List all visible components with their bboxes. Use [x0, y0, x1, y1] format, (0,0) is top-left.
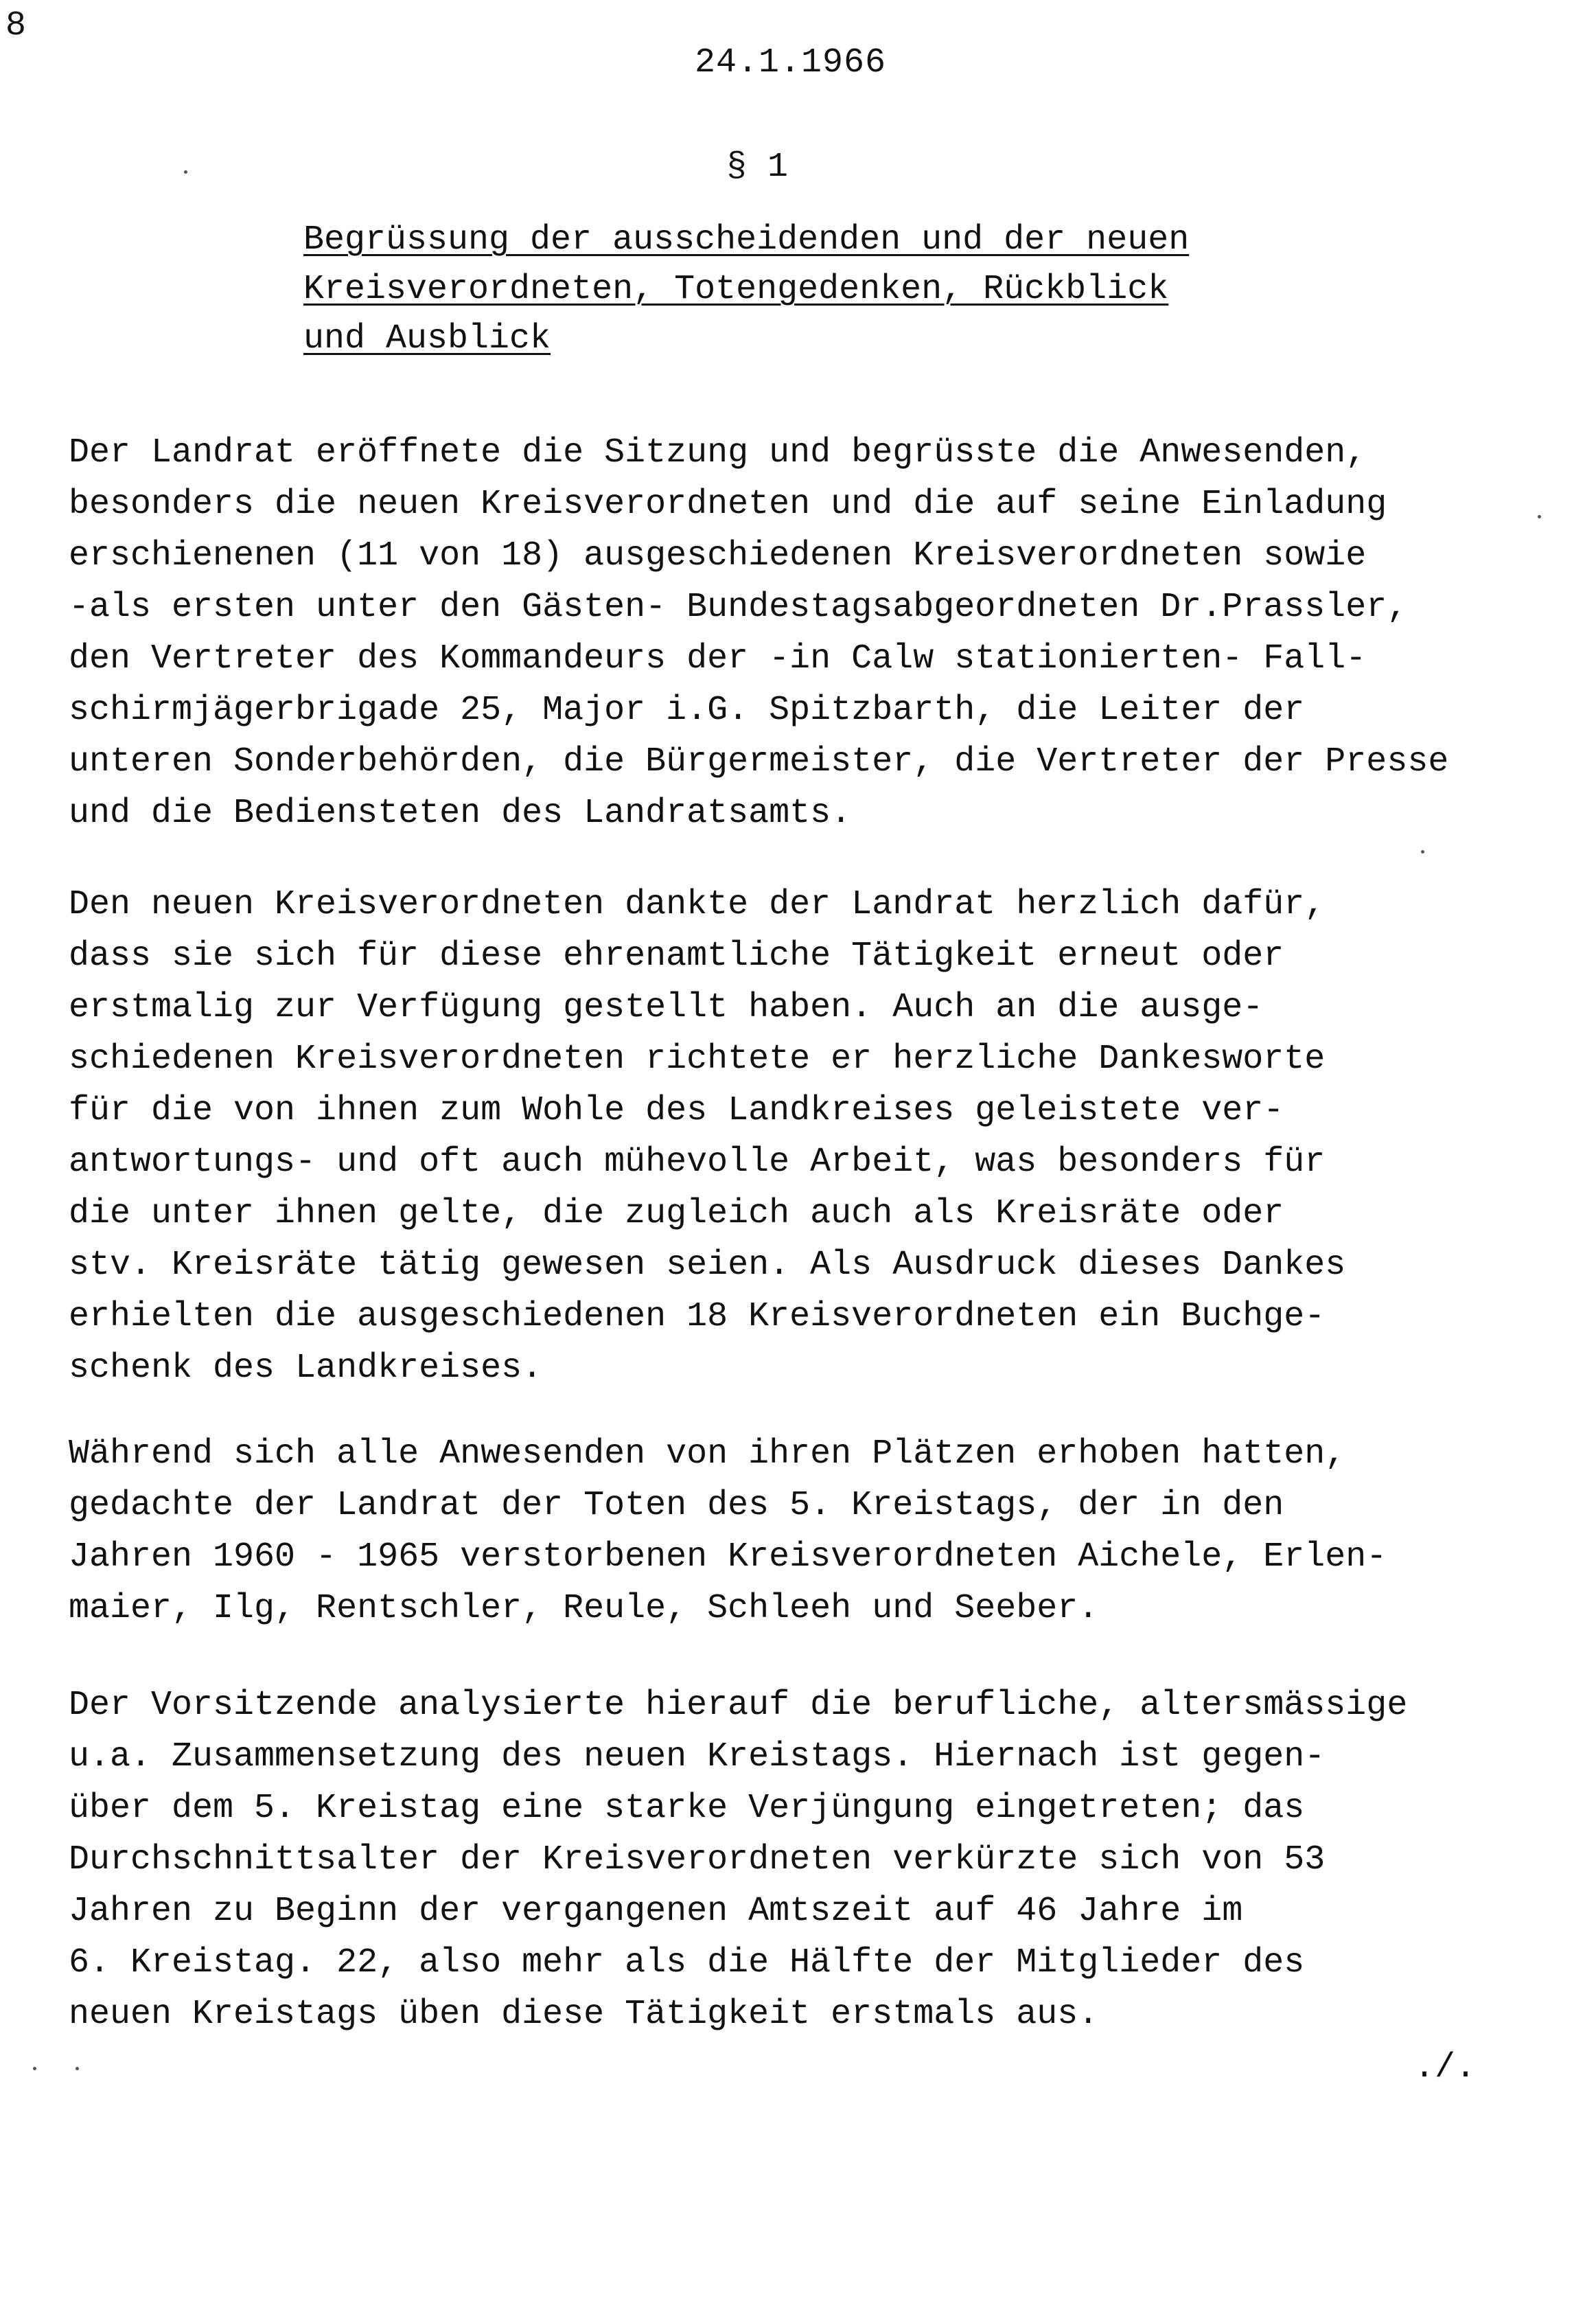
text-line: für die von ihnen zum Wohle des Landkreises geleistete ver-	[69, 1091, 1284, 1130]
text-line: u.a. Zusammensetzung des neuen Kreistags. Hiernach ist gegen-	[69, 1737, 1326, 1776]
text-line: erhielten die ausgeschiedenen 18 Kreisverordneten ein Buchge-	[69, 1297, 1326, 1336]
paragraph-opening	[69, 427, 1496, 839]
text-line: erstmalig zur Verfügung gestellt haben. Auch an die ausge-	[69, 988, 1264, 1027]
text-line: -als ersten unter den Gästen- Bundestagsabgeordneten Dr.Prassler,	[69, 588, 1408, 627]
text-line: und die Bediensteten des Landratsamts.	[69, 794, 852, 833]
text-line: dass sie sich für diese ehrenamtliche Tätigkeit erneut oder	[69, 937, 1284, 976]
text-line: den Vertreter des Kommandeurs der -in Calw stationierten- Fall-	[69, 639, 1367, 678]
text-line: Durchschnittsalter der Kreisverordneten verkürzte sich von 53	[69, 1840, 1326, 1879]
text-line: 6. Kreistag. 22, also mehr als die Hälfte der Mitglieder des	[69, 1943, 1305, 1982]
heading-line	[303, 216, 1264, 265]
scan-speck	[76, 2067, 79, 2070]
text-line: unteren Sonderbehörden, die Bürgermeister, die Vertreter der Presse	[69, 742, 1449, 781]
scan-speck	[184, 170, 187, 174]
text-line: gedachte der Landrat der Toten des 5. Kreistags, der in den	[69, 1486, 1284, 1525]
text-line: maier, Ilg, Rentschler, Reule, Schleeh und Seeber.	[69, 1589, 1099, 1628]
text-line: schirmjägerbrigade 25, Major i.G. Spitzbarth, die Leiter der	[69, 691, 1305, 730]
text-line: schenk des Landkreises.	[69, 1349, 543, 1388]
paragraph-memorial	[69, 1428, 1496, 1634]
meeting-date: 24.1.1966	[695, 43, 887, 82]
text-line: Der Landrat eröffnete die Sitzung und begrüsste die Anwesenden,	[69, 433, 1367, 472]
text-line: Der Vorsitzende analysierte hierauf die berufliche, altersmässige	[69, 1686, 1408, 1725]
paragraph-analysis	[69, 1680, 1496, 2040]
text-line: antwortungs- und oft auch mühevolle Arbeit, was besonders für	[69, 1143, 1326, 1182]
scan-speck	[1421, 850, 1424, 854]
text-line: schiedenen Kreisverordneten richtete er herzliche Dankesworte	[69, 1040, 1326, 1079]
text-line: besonders die neuen Kreisverordneten und die auf seine Einladung	[69, 485, 1387, 524]
text-line: Jahren 1960 - 1965 verstorbenen Kreisverordneten Aichele, Erlen-	[69, 1537, 1387, 1577]
text-line: die unter ihnen gelte, die zugleich auch als Kreisräte oder	[69, 1194, 1284, 1233]
paragraph-thanks	[69, 879, 1496, 1394]
section-number: § 1	[726, 148, 789, 187]
text-line: über dem 5. Kreistag eine starke Verjüngung eingetreten; das	[69, 1789, 1305, 1828]
scan-speck	[1538, 515, 1541, 518]
page-number: 8	[5, 6, 27, 45]
heading-text: Begrüssung der ausscheidenden und der neuen	[303, 220, 1190, 260]
text-line: stv. Kreisräte tätig gewesen seien. Als Ausdruck dieses Dankes	[69, 1246, 1346, 1285]
text-line: neuen Kreistags üben diese Tätigkeit erstmals aus.	[69, 1995, 1099, 2034]
continuation-mark: ./.	[1414, 2048, 1477, 2087]
text-line: Jahren zu Beginn der vergangenen Amtszeit auf 46 Jahre im	[69, 1892, 1243, 1931]
heading-text: und Ausblick	[303, 319, 551, 358]
text-line: erschienenen (11 von 18) ausgeschiedenen Kreisverordneten sowie	[69, 536, 1367, 575]
text-line: Den neuen Kreisverordneten dankte der Landrat herzlich dafür,	[69, 885, 1326, 924]
text-line: Während sich alle Anwesenden von ihren Plätzen erhoben hatten,	[69, 1434, 1346, 1474]
heading-line	[303, 314, 1264, 364]
scan-speck	[33, 2067, 36, 2070]
heading-text: Kreisverordneten, Totengedenken, Rückblick	[303, 270, 1169, 309]
heading-line	[303, 265, 1264, 314]
section-heading	[303, 216, 1264, 364]
